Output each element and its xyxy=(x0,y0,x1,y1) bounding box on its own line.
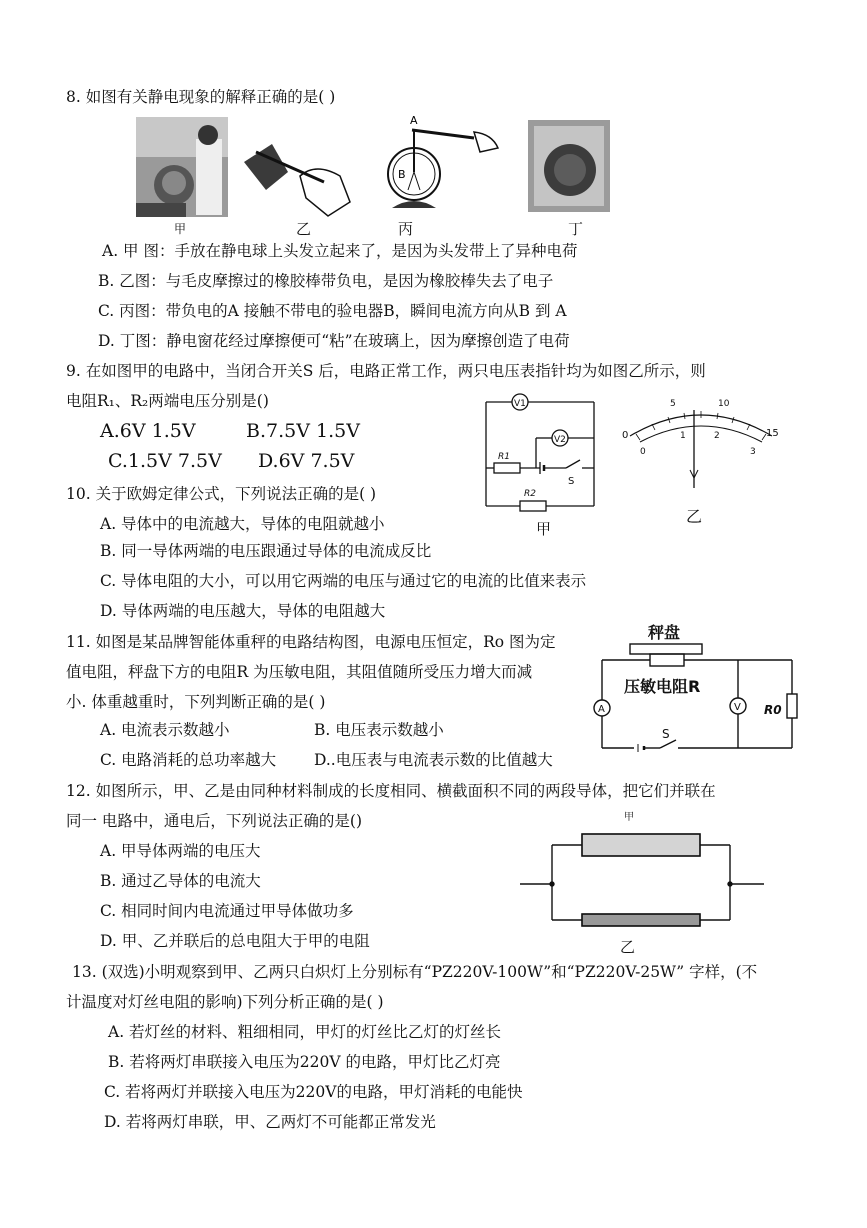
q12-option-c: C. 相同时间内电流通过甲导体做功多 xyxy=(100,902,354,920)
q8-stem: 8. 如图有关静电现象的解释正确的是( ) xyxy=(66,88,336,106)
q8-photo-jia xyxy=(136,117,228,217)
q8-caption-ding: 丁 xyxy=(568,220,584,238)
meter-v2: V2 xyxy=(554,435,566,445)
q13-option-a: A. 若灯丝的材料、粗细相同，甲灯的灯丝比乙灯的灯丝长 xyxy=(108,1023,502,1041)
q13-stem-line1: 13. (双选)小明观察到甲、乙两只白炽灯上分别标有“PZ220V-100W”和“PZ220V-25W” 字样，(不 xyxy=(72,963,758,981)
label-pressure-resistor: 压敏电阻R xyxy=(624,677,701,696)
dial-inner-3: 3 xyxy=(750,447,756,457)
q12-option-a: A. 甲导体两端的电压大 xyxy=(100,842,261,860)
q11-stem-line3: 小. 体重越重时，下列判断正确的是( ) xyxy=(66,693,326,711)
label-r0: R0 xyxy=(764,703,782,717)
q9-stem-line2: 电阻R₁、R₂两端电压分别是() xyxy=(66,392,269,410)
label-r1: R1 xyxy=(498,452,510,462)
q9-caption-yi: 乙 xyxy=(686,507,703,526)
dial-outer-15: 15 xyxy=(766,428,779,439)
meter-v1: V1 xyxy=(514,399,526,409)
q12-stem-line1: 12. 如图所示，甲、乙是由同种材料制成的长度相同、横截面积不同的两段导体，把它们并联在 xyxy=(66,782,716,800)
label-b: B xyxy=(398,168,406,181)
q10-option-b: B. 同一导体两端的电压跟通过导体的电流成反比 xyxy=(100,542,432,560)
q10-option-d: D. 导体两端的电压越大，导体的电阻越大 xyxy=(100,602,386,620)
dial-outer-5: 5 xyxy=(670,399,676,409)
q12-option-b: B. 通过乙导体的电流大 xyxy=(100,872,261,890)
q9-option-a: A.6V 1.5V xyxy=(100,420,196,442)
q13-option-d: D. 若将两灯串联，甲、乙两灯不可能都正常发光 xyxy=(104,1113,436,1131)
q13-option-b: B. 若将两灯串联接入电压为220V 的电路，甲灯比乙灯亮 xyxy=(108,1053,501,1071)
label-s: S xyxy=(568,476,575,487)
q8-photo-ding xyxy=(528,120,610,212)
q11-stem-line2: 值电阻，秤盘下方的电阻R 为压敏电阻，其阻值随所受压力增大而减 xyxy=(66,663,533,681)
meter-a: A xyxy=(598,704,605,715)
q8-caption-yi: 乙 xyxy=(296,220,312,238)
q8-option-c: C. 丙图：带负电的A 接触不带电的验电器B，瞬间电流方向从B 到 A xyxy=(98,302,567,320)
q13-option-c: C. 若将两灯并联接入电压为220V的电路，甲灯消耗的电能快 xyxy=(104,1083,523,1101)
q8-caption-bing: 丙 xyxy=(398,220,414,238)
label-jia: 甲 xyxy=(624,812,634,823)
q10-option-c: C. 导体电阻的大小，可以用它两端的电压与通过它的电流的比值来表示 xyxy=(100,572,587,590)
q9-circuit-diagram xyxy=(476,388,608,538)
q11-option-c: C. 电路消耗的总功率越大 xyxy=(100,751,277,769)
q13-stem-line2: 计温度对灯丝电阻的影响)下列分析正确的是( ) xyxy=(66,993,384,1011)
q11-option-d: D..电压表与电流表示数的比值越大 xyxy=(314,751,553,769)
q11-scale-circuit xyxy=(588,616,802,756)
q11-option-a: A. 电流表示数越小 xyxy=(100,721,230,739)
q8-option-a: A. 甲 图：手放在静电球上头发立起来了，是因为头发带上了异种电荷 xyxy=(102,242,578,260)
q9-option-b: B.7.5V 1.5V xyxy=(246,420,360,442)
q9-caption-jia: 甲 xyxy=(536,520,552,538)
q10-option-a: A. 导体中的电流越大，导体的电阻就越小 xyxy=(100,515,385,533)
dial-outer-0: 0 xyxy=(622,430,629,441)
q9-option-c: C.1.5V 7.5V xyxy=(108,450,222,472)
label-switch: S xyxy=(662,727,670,741)
q8-figure-electroscope xyxy=(374,112,504,220)
q8-option-b: B. 乙图：与毛皮摩擦过的橡胶棒带负电，是因为橡胶棒失去了电子 xyxy=(98,272,554,290)
q11-option-b: B. 电压表示数越小 xyxy=(314,721,444,739)
q12-option-d: D. 甲、乙并联后的总电阻大于甲的电阻 xyxy=(100,932,370,950)
q9-voltmeter-dial xyxy=(616,396,786,506)
label-a: A xyxy=(410,114,418,127)
dial-inner-0: 0 xyxy=(640,447,646,457)
label-pan: 秤盘 xyxy=(648,623,681,642)
q8-option-d: D. 丁图：静电窗花经过摩擦便可“粘”在玻璃上，因为摩擦创造了电荷 xyxy=(98,332,570,350)
q12-stem-line2: 同一 电路中，通电后，下列说法正确的是() xyxy=(66,812,363,830)
q12-parallel-conductors xyxy=(516,808,766,958)
q9-option-d: D.6V 7.5V xyxy=(258,450,355,472)
meter-v: V xyxy=(734,702,741,713)
q10-stem: 10. 关于欧姆定律公式，下列说法正确的是( ) xyxy=(66,485,377,503)
dial-outer-10: 10 xyxy=(718,399,730,409)
q11-stem-line1: 11. 如图是某品牌智能体重秤的电路结构图，电源电压恒定，Ro 图为定 xyxy=(66,633,556,651)
dial-inner-1: 1 xyxy=(680,431,686,441)
q8-caption-jia: 甲 xyxy=(174,222,187,236)
q8-figure-rod xyxy=(236,132,356,220)
dial-inner-2: 2 xyxy=(714,431,720,441)
label-yi: 乙 xyxy=(620,938,636,956)
q9-stem-line1: 9. 在如图甲的电路中，当闭合开关S 后，电路正常工作，两只电压表指针均为如图乙所示，则 xyxy=(66,362,706,380)
label-r2: R2 xyxy=(524,489,536,499)
